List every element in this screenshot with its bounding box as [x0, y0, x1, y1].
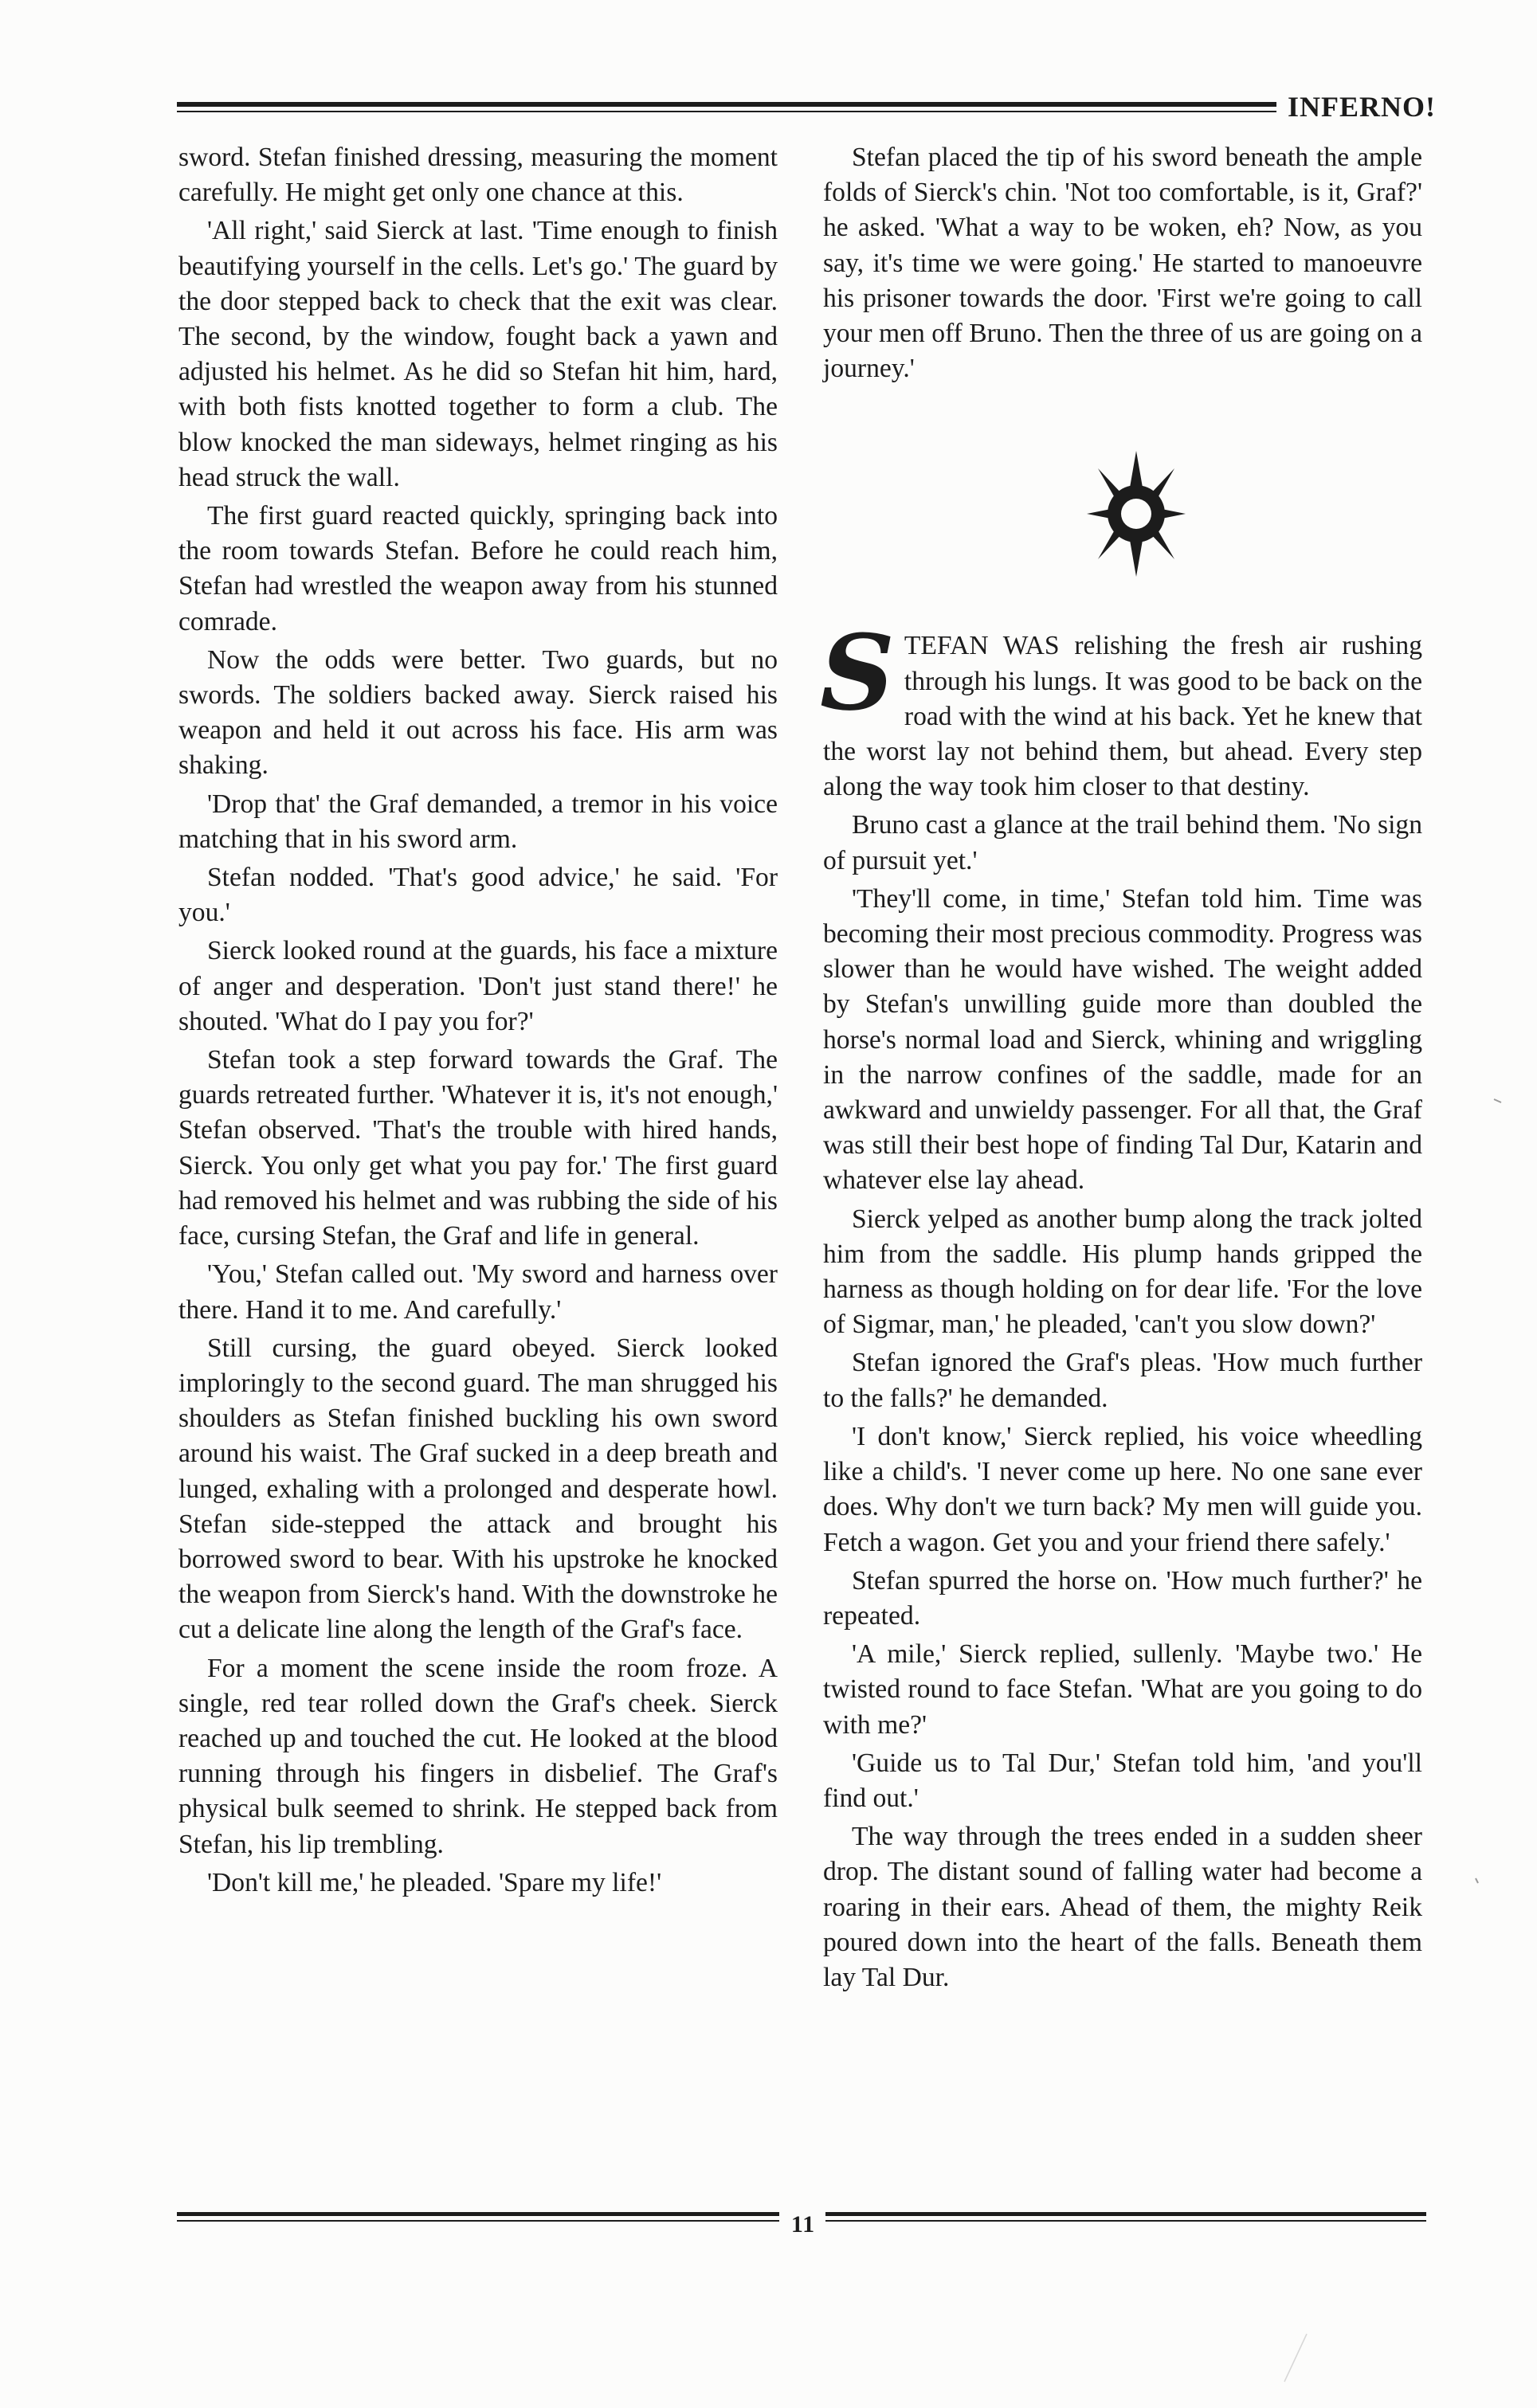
paragraph: 'They'll come, in time,' Stefan told him. Time was becoming their most precious commodity. Progress was slower than he would have wished. The weight added by Stefan's unwilling guide more than doubled the horse's normal load and Sierck, whining and wriggling in the narrow confines of the saddle, made for an awkward and unwieldy passenger. For all that, the Graf was still their best hope of finding Tal Dur, Katarin and whatever else lay ahead.	[823, 883, 1422, 1196]
paragraph: Stefan placed the tip of his sword beneath the ample folds of Sierck's chin. 'Not too comfortable, is it, Graf?' he asked. 'What a way to be woken, eh? Now, as you say, it's time we were going.' He started to manoeuvre his prisoner towards the door. 'First we're going to call your men off Bruno. Then the three of us are going on a journey.'	[823, 143, 1422, 384]
paragraph: sword. Stefan finished dressing, measuring the moment carefully. He might get only one chance at this.	[178, 143, 778, 208]
paragraph: Sierck looked round at the guards, his face a mixture of anger and desperation. 'Don't just stand there!' he shouted. 'What do I pay you for?'	[178, 936, 778, 1036]
paragraph: Bruno cast a glance at the trail behind them. 'No sign of pursuit yet.'	[823, 810, 1422, 875]
paragraph: Stefan ignored the Graf's pleas. 'How much further to the falls?' he demanded.	[823, 1348, 1422, 1413]
drop-cap: S	[820, 612, 895, 734]
paragraph: The way through the trees ended in a sudden sheer drop. The distant sound of falling water had become a roaring in their ears. Ahead of them, the mighty Reik poured down into the heart of the falls. Beneath them lay Tal Dur.	[823, 1822, 1422, 1992]
paragraph: TEFAN WAS relishing the fresh air rushing through his lungs. It was good to be back on the road with the wind at his back. Yet he knew that the worst lay not behind them, but ahead. Every step along the way took him closer to that destiny.	[823, 631, 1422, 802]
paragraph: For a moment the scene inside the room froze. A single, red tear rolled down the Graf's cheek. Sierck reached up and touched the cut. He looked at the blood running through his fingers in disbelief. The Graf's physical bulk seemed to shrink. He stepped back from Stefan, his lip trembling.	[178, 1653, 778, 1859]
paragraph: 'Drop that' the Graf demanded, a tremor in his voice matching that in his sword arm.	[178, 789, 778, 854]
paragraph: 'All right,' said Sierck at last. 'Time enough to finish beautifying yourself in the cells. Let's go.' The guard by the door stepped back to check that the exit was clear. The second, by the window, fought back a yawn and adjusted his helmet. As he did so Stefan hit him, hard, with both fists knotted together to form a club. The blow knocked the man sideways, helmet ringing as his head struck the wall.	[178, 216, 778, 492]
paragraph: 'Guide us to Tal Dur,' Stefan told him, 'and you'll find out.'	[823, 1748, 1422, 1813]
paragraph: Stefan spurred the horse on. 'How much further?' he repeated.	[823, 1565, 1422, 1631]
paragraph: Stefan nodded. 'That's good advice,' he said. 'For you.'	[178, 863, 778, 928]
paragraph: 'I don't know,' Sierck replied, his voice wheedling like a child's. 'I never come up here. No one sane ever does. Why don't we turn back? My men will guide you. Fetch a wagon. Get you and your friend there safely.'	[823, 1421, 1422, 1557]
running-title: INFERNO!	[1288, 91, 1436, 123]
paragraph: 'A mile,' Sierck replied, sullenly. 'Maybe two.' He twisted round to face Stefan. 'What are you going to do with me?'	[823, 1639, 1422, 1740]
page-number: 11	[790, 2211, 816, 2238]
paragraph: Sierck yelped as another bump along the track jolted him from the saddle. His plump hands gripped the harness as though holding on for dear life. 'For the love of Sigmar, man,' he pleaded, 'can't you slow down?'	[823, 1204, 1422, 1340]
paragraph: Still cursing, the guard obeyed. Sierck looked imploringly to the second guard. The man shrugged his shoulders as Stefan finished buckling his own sword around his waist. The Graf sucked in a deep breath and lunged, exhaling with a prolonged and desperate howl. Stefan side-stepped the attack and brought his borrowed sword to bear. With his upstroke he knocked the weapon from Sierck's hand. With the downstroke he cut a delicate line along the length of the Graf's face.	[178, 1333, 778, 1645]
paragraph: 'You,' Stefan called out. 'My sword and harness over there. Hand it to me. And carefully.'	[178, 1259, 778, 1325]
paragraph: Now the odds were better. Two guards, but no swords. The soldiers backed away. Sierck raised his weapon and held it out across his face. His arm was shaking.	[178, 644, 778, 781]
paragraph: The first guard reacted quickly, springing back into the room towards Stefan. Before he could reach him, Stefan had wrestled the weapon away from his stunned comrade.	[178, 501, 778, 636]
paragraph: 'Don't kill me,' he pleaded. 'Spare my life!'	[207, 1867, 662, 1897]
paragraph: Stefan took a step forward towards the Graf. The guards retreated further. 'Whatever it is, it's not enough,' Stefan observed. 'That's the trouble with hired hands, Sierck. You only get what you pay for.' The first guard had removed his helmet and was rubbing the side of his face, cursing Stefan, the Graf and life in general.	[178, 1045, 778, 1251]
